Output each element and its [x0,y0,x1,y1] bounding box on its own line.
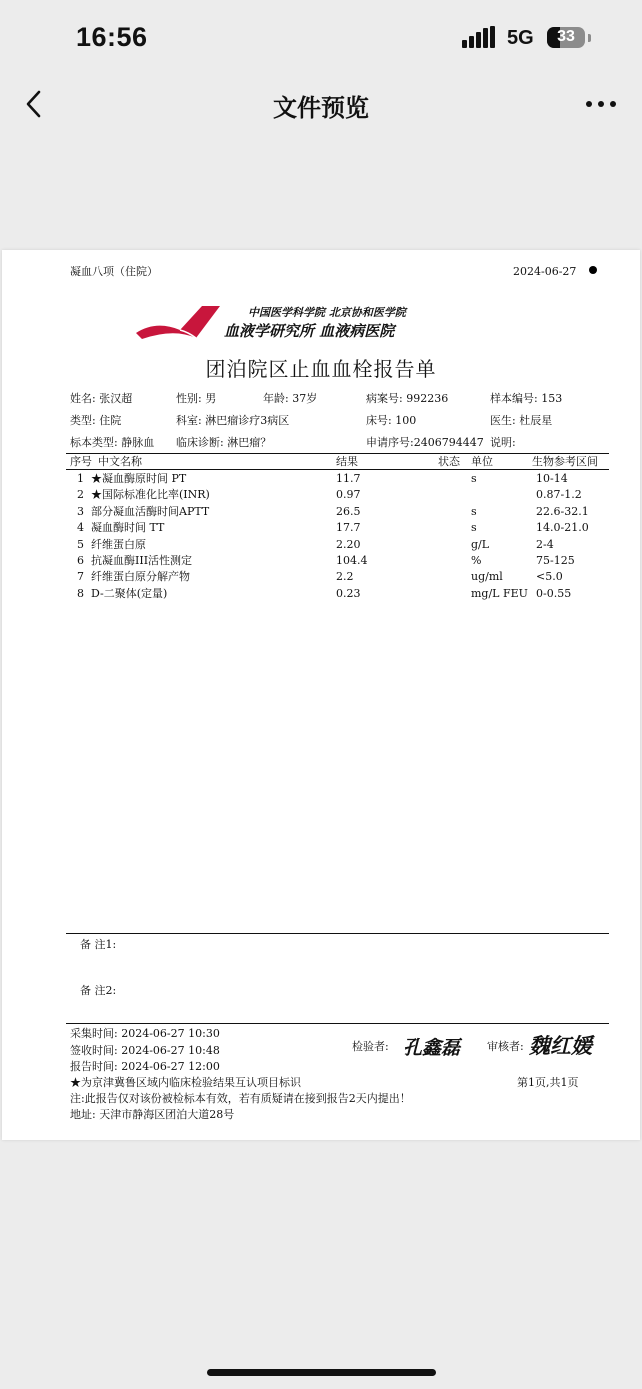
home-indicator[interactable] [207,1369,436,1376]
row-unit: s [471,472,477,485]
report-category: 凝血八项（住院） [70,265,158,278]
tester-label: 检验者: [352,1040,389,1053]
row-result: 11.7 [336,472,361,485]
sample-number: 样本编号: 153 [490,392,563,405]
validity-note: 注:此报告仅对该份被检标本有效，若有质疑请在接到报告2天内提出！ [70,1092,411,1105]
row-name: ★国际标准化比率(INR) [91,488,210,502]
row-unit: s [471,504,477,518]
col-name: 中文名称 [98,455,142,468]
row-unit: mg/L FEU [471,586,528,600]
status-time: 16:56 [76,22,148,52]
row-reference: 0-0.55 [536,586,572,600]
table-top-rule [66,453,609,454]
collect-time: 采集时间: 2024-06-27 10:30 [70,1027,220,1040]
report-time: 报告时间: 2024-06-27 12:00 [70,1060,220,1073]
col-reference: 生物参考区间 [532,455,598,468]
row-seq: 8 [77,586,84,600]
row-result: 17.7 [336,521,361,535]
row-seq: 5 [77,537,84,551]
row-name: 凝血酶时间 TT [91,521,165,535]
battery-percent: 33 [557,28,575,45]
remarks-top-rule [66,933,609,934]
row-unit: % [471,554,482,567]
patient-name: 姓名: 张汉超 [70,392,133,405]
status-bar [0,0,642,70]
col-unit: 单位 [471,455,493,468]
page-title: 文件预览 [273,94,369,122]
row-name: 部分凝血活酶时间APTT [91,504,210,518]
row-reference: <5.0 [536,570,563,584]
row-unit: ug/ml [471,570,503,584]
row-name: D-二聚体(定量) [91,586,168,600]
specimen-type: 标本类型: 静脉血 [70,436,155,449]
row-result: 0.97 [336,488,361,502]
clinical-diagnosis: 临床诊断: 淋巴瘤？ [176,436,272,449]
doctor-name: 医生: 杜辰星 [490,414,553,427]
row-seq: 2 [77,488,84,502]
note-label: 说明: [490,436,516,449]
network-type: 5G [507,27,534,49]
row-seq: 4 [77,521,84,535]
hospital-logo [134,302,226,342]
page-info: 第1页,共1页 [517,1076,579,1089]
row-seq: 7 [77,570,84,584]
remark-1: 备 注1: [80,938,117,951]
mutual-recognition-note: ★为京津冀鲁区域内临床检验结果互认项目标识 [70,1076,301,1089]
row-name: 纤维蛋白原分解产物 [91,570,190,584]
row-reference: 2-4 [536,537,554,551]
record-number: 病案号: 992236 [366,392,449,405]
institute-name-1: 中国医学科学院 北京协和医学院 [248,306,406,319]
department: 科室: 淋巴瘤诊疗3病区 [176,414,290,427]
patient-sex: 性别: 男 [176,392,217,405]
row-result: 0.23 [336,586,361,600]
row-result: 2.2 [336,570,354,584]
col-result: 结果 [336,455,358,468]
battery-icon [547,27,585,48]
report-date: 2024-06-27 [513,265,577,278]
reviewer-signature: 魏红媛 [529,1033,592,1058]
row-name: 纤维蛋白原 [91,537,146,551]
row-unit: s [471,521,477,535]
row-name: 抗凝血酶III活性测定 [91,554,193,567]
row-seq: 1 [77,472,84,485]
battery-tip [588,34,591,42]
report-document[interactable] [2,250,640,1140]
row-seq: 3 [77,504,84,518]
row-unit: g/L [471,537,490,551]
patient-age: 年龄: 37岁 [263,392,318,405]
row-result: 2.20 [336,537,361,551]
bed-number: 床号: 100 [366,414,417,427]
report-title: 团泊院区止血血栓报告单 [205,357,437,381]
row-name: ★凝血酶原时间 PT [91,472,187,485]
footer-top-rule [66,1023,609,1024]
col-status: 状态 [438,455,460,468]
record-indicator-icon [589,266,597,274]
patient-type: 类型: 住院 [70,414,122,427]
row-reference: 14.0-21.0 [536,521,589,535]
row-seq: 6 [77,554,84,567]
tester-signature: 孔鑫磊 [403,1037,461,1059]
row-reference: 0.87-1.2 [536,488,582,502]
receive-time: 签收时间: 2024-06-27 10:48 [70,1044,220,1057]
institute-name-2: 血液学研究所 血液病医院 [224,322,395,340]
remark-2: 备 注2: [80,984,117,997]
row-result: 26.5 [336,504,361,518]
row-result: 104.4 [336,554,368,567]
more-options-icon[interactable] [584,92,618,116]
col-seq: 序号 [70,455,92,468]
reviewer-label: 审核者: [487,1040,524,1053]
application-number: 申请序号:2406794447 [366,436,484,449]
cellular-signal-icon [462,26,496,48]
address: 地址: 天津市静海区团泊大道28号 [70,1108,235,1121]
row-reference: 75-125 [536,554,575,567]
table-header-rule [66,469,609,470]
row-reference: 22.6-32.1 [536,504,589,518]
row-reference: 10-14 [536,472,568,485]
